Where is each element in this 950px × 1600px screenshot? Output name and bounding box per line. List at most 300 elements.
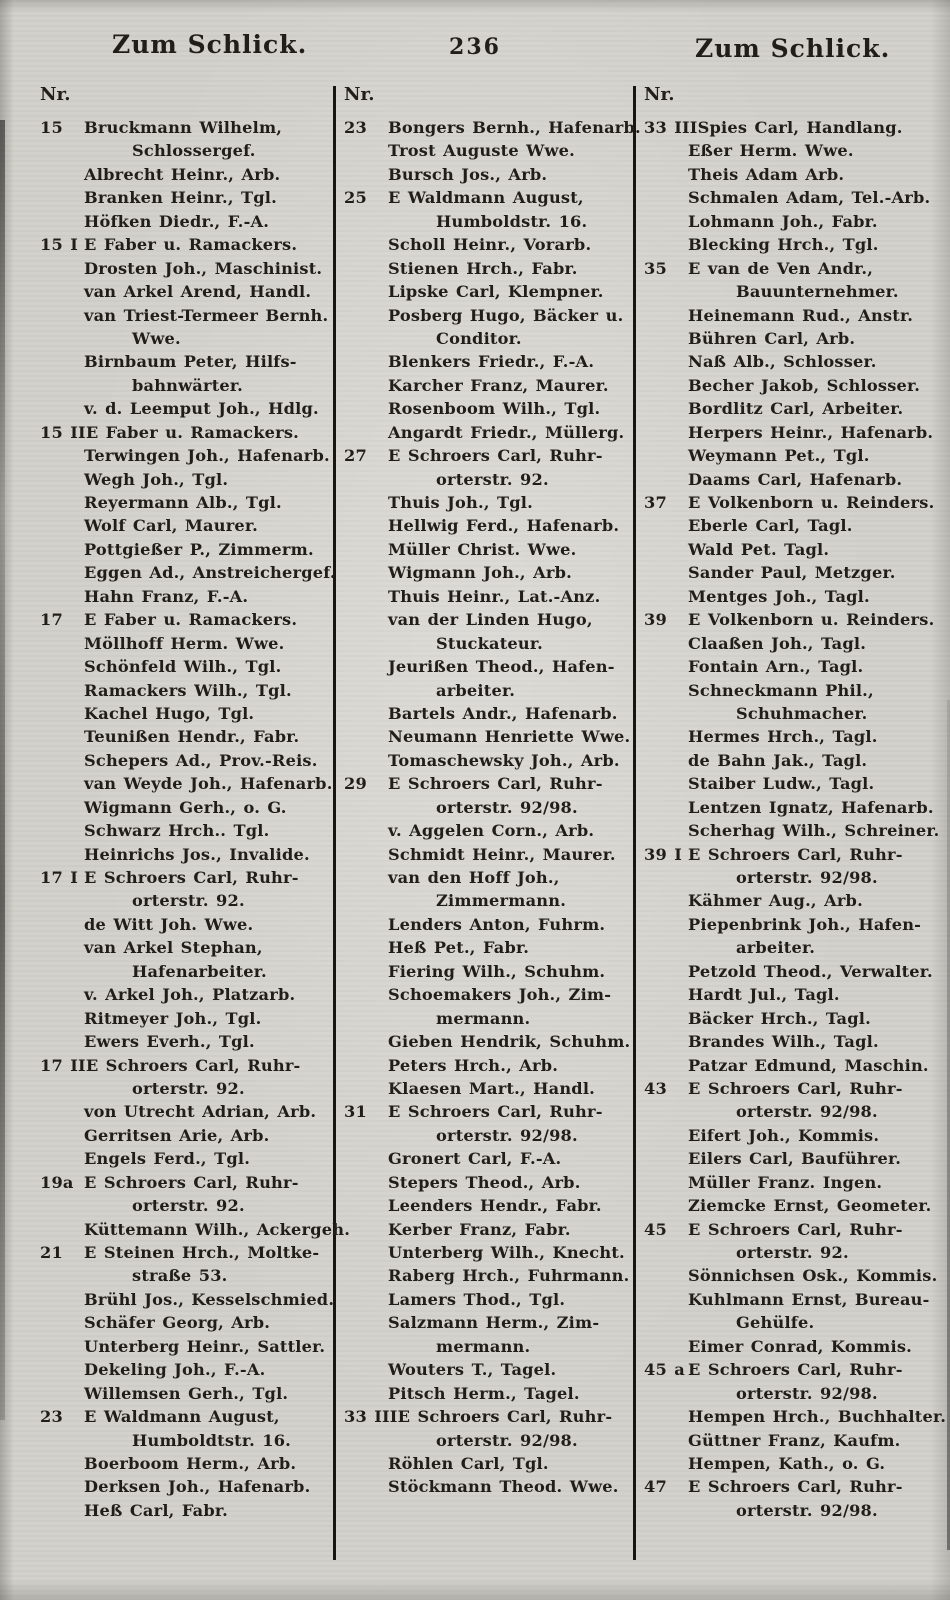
entry-text: van der Linden Hugo, — [388, 610, 593, 630]
nr-label: Nr. — [40, 84, 71, 105]
directory-line — [644, 819, 944, 842]
directory-line — [344, 350, 632, 373]
entry-text: v. d. Leemput Joh., Hdlg. — [84, 399, 319, 419]
running-title-left: Zum Schlick. — [112, 30, 308, 59]
entry-text: orterstr. 92/98. — [736, 1102, 878, 1122]
entry-text: orterstr. 92/98. — [436, 797, 578, 817]
entry-number: 35 — [644, 258, 667, 278]
directory-line — [644, 843, 944, 866]
entry-text: E Volkenborn u. Reinders. — [688, 493, 935, 512]
entry-number: 23 — [344, 118, 367, 137]
entry-text: Jeurißen Theod., Hafen- — [388, 657, 615, 677]
directory-line — [644, 163, 944, 186]
directory-line — [40, 1475, 333, 1498]
directory-line — [644, 866, 944, 889]
entry-text: Klaesen Mart., Handl. — [388, 1078, 595, 1098]
directory-line — [644, 538, 944, 561]
entry-text: Möllhoff Herm. Wwe. — [84, 633, 285, 653]
entry-text: Unterberg Heinr., Sattler. — [84, 1336, 326, 1356]
directory-line — [644, 397, 944, 420]
entry-number: 31 — [344, 1102, 367, 1122]
directory-line — [644, 749, 944, 772]
entry-text: E Schroers Carl, Ruhr- — [388, 1102, 603, 1122]
entry-text: Boerboom Herm., Arb. — [84, 1453, 297, 1473]
directory-line — [344, 749, 632, 772]
directory-line — [344, 1311, 632, 1334]
directory-line — [344, 655, 632, 678]
directory-line — [40, 280, 333, 303]
entry-text: E Schroers Carl, Ruhr- — [388, 774, 603, 794]
entry-text: Lentzen Ignatz, Hafenarb. — [688, 797, 934, 817]
directory-line — [644, 233, 944, 256]
directory-line — [344, 233, 632, 256]
directory-line — [40, 843, 333, 866]
scan-edge-left — [0, 120, 5, 1420]
entry-text: Heinrichs Jos., Invalide. — [84, 844, 310, 864]
entry-text: Kerber Franz, Fabr. — [388, 1219, 571, 1239]
entry-text: Lipske Carl, Klempner. — [388, 282, 604, 302]
entry-number: 15 — [40, 118, 63, 137]
entry-text: mermann. — [436, 1336, 531, 1356]
directory-line — [644, 1358, 944, 1381]
entry-text: Karcher Franz, Maurer. — [388, 375, 609, 395]
entry-text: Ramackers Wilh., Tgl. — [84, 680, 292, 700]
column-rows — [644, 116, 947, 1522]
entry-text: Gieben Hendrik, Schuhm. — [388, 1032, 631, 1052]
directory-line — [344, 1429, 632, 1452]
directory-line — [40, 1335, 333, 1358]
entry-text: E van de Ven Andr., — [688, 258, 874, 278]
entry-text: E Schroers Carl, Ruhr- — [688, 1360, 903, 1380]
directory-line — [344, 1241, 632, 1264]
nr-label: Nr. — [344, 84, 375, 105]
directory-line — [344, 796, 632, 819]
entry-text: Albrecht Heinr., Arb. — [84, 164, 281, 184]
entry-text: Tomaschewsky Joh., Arb. — [388, 750, 620, 770]
page-header — [0, 26, 950, 72]
directory-line — [644, 1475, 944, 1498]
directory-line — [40, 819, 333, 842]
directory-line — [40, 655, 333, 678]
entry-number: 21 — [40, 1243, 63, 1262]
entry-text: Drosten Joh., Maschinist. — [84, 258, 323, 278]
entry-text: Scholl Heinr., Vorarb. — [388, 235, 592, 255]
directory-line — [40, 1218, 351, 1241]
directory-line — [344, 304, 632, 327]
entry-text: Gerritsen Arie, Arb. — [84, 1125, 270, 1145]
entry-text: orterstr. 92. — [132, 1196, 245, 1216]
entry-text: orterstr. 92. — [132, 891, 245, 911]
directory-line — [644, 796, 944, 819]
directory-line — [644, 327, 944, 350]
directory-line — [344, 561, 632, 584]
directory-line — [40, 1030, 333, 1053]
directory-line — [40, 163, 333, 186]
directory-line — [40, 1311, 333, 1334]
directory-line — [40, 257, 333, 280]
entry-text: Güttner Franz, Kaufm. — [688, 1430, 901, 1450]
entry-text: orterstr. 92. — [132, 1078, 245, 1098]
entry-text: mermann. — [436, 1008, 531, 1028]
entry-text: Bongers Bernh., Hafenarb. — [388, 118, 641, 137]
entry-text: Stöckmann Theod. Wwe. — [388, 1477, 619, 1497]
nr-label: Nr. — [644, 84, 675, 105]
entry-text: Höfken Diedr., F.-A. — [84, 211, 270, 231]
entry-text: Hafenarbeiter. — [132, 961, 267, 981]
column-rows — [344, 116, 641, 1499]
directory-line — [40, 1499, 333, 1522]
entry-text: E Faber u. Ramackers. — [85, 422, 299, 442]
directory-line — [344, 608, 632, 631]
entry-text: Heinemann Rud., Anstr. — [688, 305, 914, 325]
directory-line — [644, 608, 944, 631]
column-divider-1 — [333, 86, 336, 1560]
directory-line — [344, 585, 632, 608]
entry-text: Schäfer Georg, Arb. — [84, 1313, 271, 1333]
directory-line — [644, 1499, 944, 1522]
entry-text: Küttemann Wilh., Ackergeh. — [84, 1219, 351, 1239]
entry-text: Eilers Carl, Bauführer. — [688, 1149, 902, 1169]
directory-line — [40, 514, 333, 537]
directory-line — [644, 1100, 944, 1123]
entry-text: Sander Paul, Metzger. — [688, 563, 896, 583]
entry-text: Schneckmann Phil., — [688, 680, 874, 700]
entry-text: Thuis Joh., Tgl. — [388, 493, 533, 512]
directory-line — [40, 1194, 333, 1217]
directory-line — [40, 116, 333, 139]
entry-text: Neumann Henriette Wwe. — [388, 727, 631, 747]
entry-text: Angardt Friedr., Müllerg. — [388, 422, 625, 442]
directory-line — [40, 374, 333, 397]
entry-text: Theis Adam Arb. — [688, 164, 845, 184]
directory-line — [40, 139, 333, 162]
directory-line — [344, 889, 632, 912]
entry-text: Spies Carl, Handlang. — [697, 118, 903, 137]
entry-text: Schmalen Adam, Tel.-Arb. — [688, 188, 931, 208]
directory-line — [40, 444, 333, 467]
directory-line — [344, 257, 632, 280]
directory-line — [40, 491, 333, 514]
entry-text: Raberg Hrch., Fuhrmann. — [388, 1266, 630, 1286]
directory-line — [644, 1311, 944, 1334]
entry-text: Fiering Wilh., Schuhm. — [388, 961, 606, 981]
entry-text: Müller Christ. Wwe. — [388, 539, 577, 559]
entry-text: Unterberg Wilh., Knecht. — [388, 1243, 625, 1262]
directory-line — [344, 702, 632, 725]
directory-line — [40, 608, 333, 631]
directory-line — [644, 1382, 944, 1405]
entry-text: Willemsen Gerh., Tgl. — [84, 1383, 289, 1403]
directory-line — [644, 280, 944, 303]
directory-line — [344, 936, 632, 959]
directory-line — [644, 350, 944, 373]
directory-line — [40, 1054, 333, 1077]
directory-line — [344, 1054, 632, 1077]
entry-text: Wouters T., Tagel. — [388, 1360, 557, 1380]
directory-line — [40, 1147, 333, 1170]
directory-line — [344, 913, 632, 936]
entry-text: Gronert Carl, F.-A. — [388, 1149, 562, 1169]
directory-line — [644, 1124, 944, 1147]
directory-line — [644, 1241, 944, 1264]
directory-line — [344, 1030, 632, 1053]
directory-line — [644, 585, 944, 608]
entry-text: Reyermann Alb., Tgl. — [84, 493, 282, 512]
entry-text: Pottgießer P., Zimmerm. — [84, 539, 314, 559]
directory-line — [344, 1335, 632, 1358]
entry-number: 33 III — [344, 1407, 398, 1427]
entry-number: 17 — [40, 610, 63, 630]
entry-text: E Schroers Carl, Ruhr- — [688, 1078, 903, 1098]
entry-text: Stienen Hrch., Fabr. — [388, 258, 578, 278]
directory-line — [40, 304, 333, 327]
directory-line — [40, 1241, 333, 1264]
directory-line — [644, 936, 944, 959]
entry-text: Engels Ferd., Tgl. — [84, 1149, 251, 1169]
directory-line — [344, 1194, 632, 1217]
entry-text: E Schroers Carl, Ruhr- — [397, 1407, 613, 1427]
directory-line — [344, 1218, 632, 1241]
directory-column-2 — [344, 84, 641, 1499]
directory-line — [644, 1171, 944, 1194]
directory-line — [644, 1335, 944, 1358]
entry-text: de Bahn Jak., Tagl. — [688, 750, 868, 770]
entry-text: Hempen, Kath., o. G. — [688, 1453, 886, 1473]
directory-line — [344, 1124, 632, 1147]
directory-line — [40, 327, 333, 350]
directory-line — [644, 116, 944, 139]
directory-line — [344, 819, 632, 842]
directory-line — [644, 210, 944, 233]
directory-line — [344, 1358, 632, 1381]
directory-line — [344, 1405, 632, 1428]
entry-text: orterstr. 92/98. — [736, 1500, 878, 1520]
entry-text: Leenders Hendr., Fabr. — [388, 1196, 602, 1216]
directory-line — [644, 491, 944, 514]
entry-text: orterstr. 92. — [736, 1243, 849, 1262]
entry-text: Kähmer Aug., Arb. — [688, 891, 863, 911]
entry-number: 17 II — [40, 1055, 86, 1075]
entry-text: arbeiter. — [436, 680, 516, 700]
directory-line — [644, 1054, 944, 1077]
entry-text: Thuis Heinr., Lat.-Anz. — [388, 586, 601, 606]
directory-line — [344, 960, 632, 983]
directory-line — [344, 468, 632, 491]
directory-line — [344, 538, 632, 561]
entry-text: Eifert Joh., Kommis. — [688, 1125, 880, 1145]
directory-line — [344, 514, 632, 537]
directory-line — [644, 772, 944, 795]
directory-line — [344, 983, 632, 1006]
entry-text: E Faber u. Ramackers. — [84, 610, 298, 630]
directory-line — [644, 655, 944, 678]
entry-text: Stepers Theod., Arb. — [388, 1172, 581, 1192]
entry-text: Hermes Hrch., Tagl. — [688, 727, 878, 747]
directory-line — [40, 983, 333, 1006]
directory-line — [344, 679, 632, 702]
directory-line — [344, 139, 632, 162]
directory-line — [344, 210, 632, 233]
entry-text: Wigmann Joh., Arb. — [388, 563, 572, 583]
directory-line — [40, 1382, 333, 1405]
entry-text: Müller Franz. Ingen. — [688, 1172, 883, 1192]
entry-text: E Faber u. Ramackers. — [84, 235, 298, 255]
entry-text: Naß Alb., Schlosser. — [688, 352, 877, 372]
entry-number: 27 — [344, 446, 367, 466]
directory-line — [40, 702, 333, 725]
entry-text: van Triest-Termeer Bernh. — [84, 305, 329, 325]
entry-text: arbeiter. — [736, 938, 816, 958]
entry-text: Blecking Hrch., Tgl. — [688, 235, 879, 255]
directory-line — [40, 468, 333, 491]
entry-text: Wigmann Gerh., o. G. — [84, 797, 287, 817]
column-divider-2 — [633, 86, 636, 1560]
entry-text: Schwarz Hrch.. Tgl. — [84, 821, 270, 841]
directory-line — [644, 374, 944, 397]
entry-text: Mentges Joh., Tagl. — [688, 586, 870, 606]
directory-line — [644, 1147, 944, 1170]
directory-line — [40, 749, 333, 772]
directory-line — [644, 913, 944, 936]
entry-text: Schepers Ad., Prov.-Reis. — [84, 750, 318, 770]
directory-line — [644, 304, 944, 327]
directory-line — [40, 1452, 333, 1475]
entry-text: Bäcker Hrch., Tagl. — [688, 1008, 871, 1028]
entry-number: 19a — [40, 1172, 74, 1192]
directory-line — [40, 1288, 333, 1311]
directory-line — [40, 725, 333, 748]
entry-text: Birnbaum Peter, Hilfs- — [84, 352, 297, 372]
entry-text: Bursch Jos., Arb. — [388, 164, 548, 184]
entry-text: Ewers Everh., Tgl. — [84, 1032, 255, 1052]
directory-line — [344, 1077, 632, 1100]
directory-line — [344, 421, 632, 444]
entry-text: Terwingen Joh., Hafenarb. — [84, 446, 330, 466]
directory-line — [344, 725, 632, 748]
directory-line — [344, 491, 632, 514]
entry-text: Bühren Carl, Arb. — [688, 328, 856, 348]
entry-number: 39 I — [644, 844, 683, 864]
entry-text: Eberle Carl, Tagl. — [688, 516, 853, 536]
directory-line — [644, 702, 944, 725]
entry-text: orterstr. 92. — [436, 469, 549, 489]
entry-text: Wolf Carl, Maurer. — [84, 516, 259, 536]
entry-text: Bartels Andr., Hafenarb. — [388, 703, 618, 723]
entry-text: Gehülfe. — [736, 1313, 815, 1333]
entry-text: Schmidt Heinr., Maurer. — [388, 844, 616, 864]
directory-column-3 — [644, 84, 947, 1522]
directory-line — [644, 1218, 944, 1241]
directory-line — [40, 1007, 333, 1030]
directory-line — [644, 514, 944, 537]
directory-line — [644, 960, 944, 983]
entry-text: E Schroers Carl, Ruhr- — [688, 844, 903, 864]
entry-text: Röhlen Carl, Tgl. — [388, 1453, 549, 1473]
entry-text: Stuckateur. — [436, 633, 543, 653]
directory-line — [40, 796, 333, 819]
entry-text: Kuhlmann Ernst, Bureau- — [688, 1289, 930, 1309]
entry-text: Humboldstr. 16. — [436, 211, 588, 231]
directory-line — [40, 1429, 333, 1452]
directory-line — [644, 1194, 944, 1217]
page-number: 236 — [449, 34, 501, 60]
entry-text: E Waldmann August, — [84, 1407, 280, 1427]
directory-line — [344, 186, 632, 209]
directory-line — [344, 632, 632, 655]
entry-text: orterstr. 92/98. — [736, 868, 878, 887]
entry-number: 45 a — [644, 1360, 685, 1380]
entry-text: Ritmeyer Joh., Tgl. — [84, 1008, 262, 1028]
directory-line — [644, 983, 944, 1006]
entry-text: Hahn Franz, F.-A. — [84, 586, 249, 606]
entry-text: Bordlitz Carl, Arbeiter. — [688, 399, 904, 419]
entry-text: Wald Pet. Tagl. — [688, 539, 830, 559]
entry-number: 33 III — [644, 118, 698, 137]
directory-line — [40, 397, 333, 420]
entry-number: 17 I — [40, 868, 79, 887]
directory-line — [40, 421, 333, 444]
entry-text: Conditor. — [436, 328, 522, 348]
directory-line — [40, 913, 333, 936]
entry-number: 43 — [644, 1078, 667, 1098]
entry-number: 25 — [344, 188, 367, 208]
directory-line — [344, 444, 632, 467]
entry-text: Eimer Conrad, Kommis. — [688, 1336, 912, 1356]
entry-text: E Schroers Carl, Ruhr- — [688, 1219, 903, 1239]
entry-text: Schoemakers Joh., Zim- — [388, 985, 612, 1005]
directory-line — [344, 772, 632, 795]
entry-text: Lohmann Joh., Fabr. — [688, 211, 878, 231]
entry-text: E Schroers Carl, Ruhr- — [85, 1055, 301, 1075]
directory-line — [40, 1264, 333, 1287]
entry-text: Becher Jakob, Schlosser. — [688, 375, 921, 395]
entry-text: Humboldtstr. 16. — [132, 1430, 292, 1450]
entry-text: Kachel Hugo, Tgl. — [84, 703, 255, 723]
directory-line — [40, 1358, 333, 1381]
entry-text: Piepenbrink Joh., Hafen- — [688, 914, 922, 934]
entry-text: bahnwärter. — [132, 375, 243, 395]
entry-text: Posberg Hugo, Bäcker u. — [388, 305, 624, 325]
directory-line — [644, 444, 944, 467]
entry-text: Eßer Herm. Wwe. — [688, 141, 854, 161]
directory-line — [40, 538, 333, 561]
entry-text: Hempen Hrch., Buchhalter. — [688, 1407, 947, 1427]
entry-text: van den Hoff Joh., — [388, 868, 560, 887]
directory-line — [644, 679, 944, 702]
directory-line — [644, 257, 944, 280]
entry-text: Peters Hrch., Arb. — [388, 1055, 559, 1075]
entry-text: Schlossergef. — [132, 141, 256, 161]
entry-text: Blenkers Friedr., F.-A. — [388, 352, 595, 372]
directory-line — [40, 866, 333, 889]
directory-line — [644, 139, 944, 162]
entry-number: 15 II — [40, 422, 86, 442]
entry-text: van Arkel Arend, Handl. — [84, 282, 312, 302]
entry-text: E Schroers Carl, Ruhr- — [84, 1172, 299, 1192]
directory-line — [40, 210, 333, 233]
directory-line — [40, 632, 333, 655]
entry-text: Staiber Ludw., Tagl. — [688, 774, 875, 794]
directory-line — [344, 1100, 632, 1123]
entry-text: orterstr. 92/98. — [736, 1383, 878, 1403]
entry-text: Teunißen Hendr., Fabr. — [84, 727, 300, 747]
entry-text: Wegh Joh., Tgl. — [84, 469, 229, 489]
entry-text: Heß Carl, Fabr. — [84, 1500, 228, 1520]
directory-line — [344, 1147, 632, 1170]
entry-text: E Schroers Carl, Ruhr- — [688, 1477, 903, 1497]
entry-text: Rosenboom Wilh., Tgl. — [388, 399, 601, 419]
directory-line — [40, 585, 333, 608]
